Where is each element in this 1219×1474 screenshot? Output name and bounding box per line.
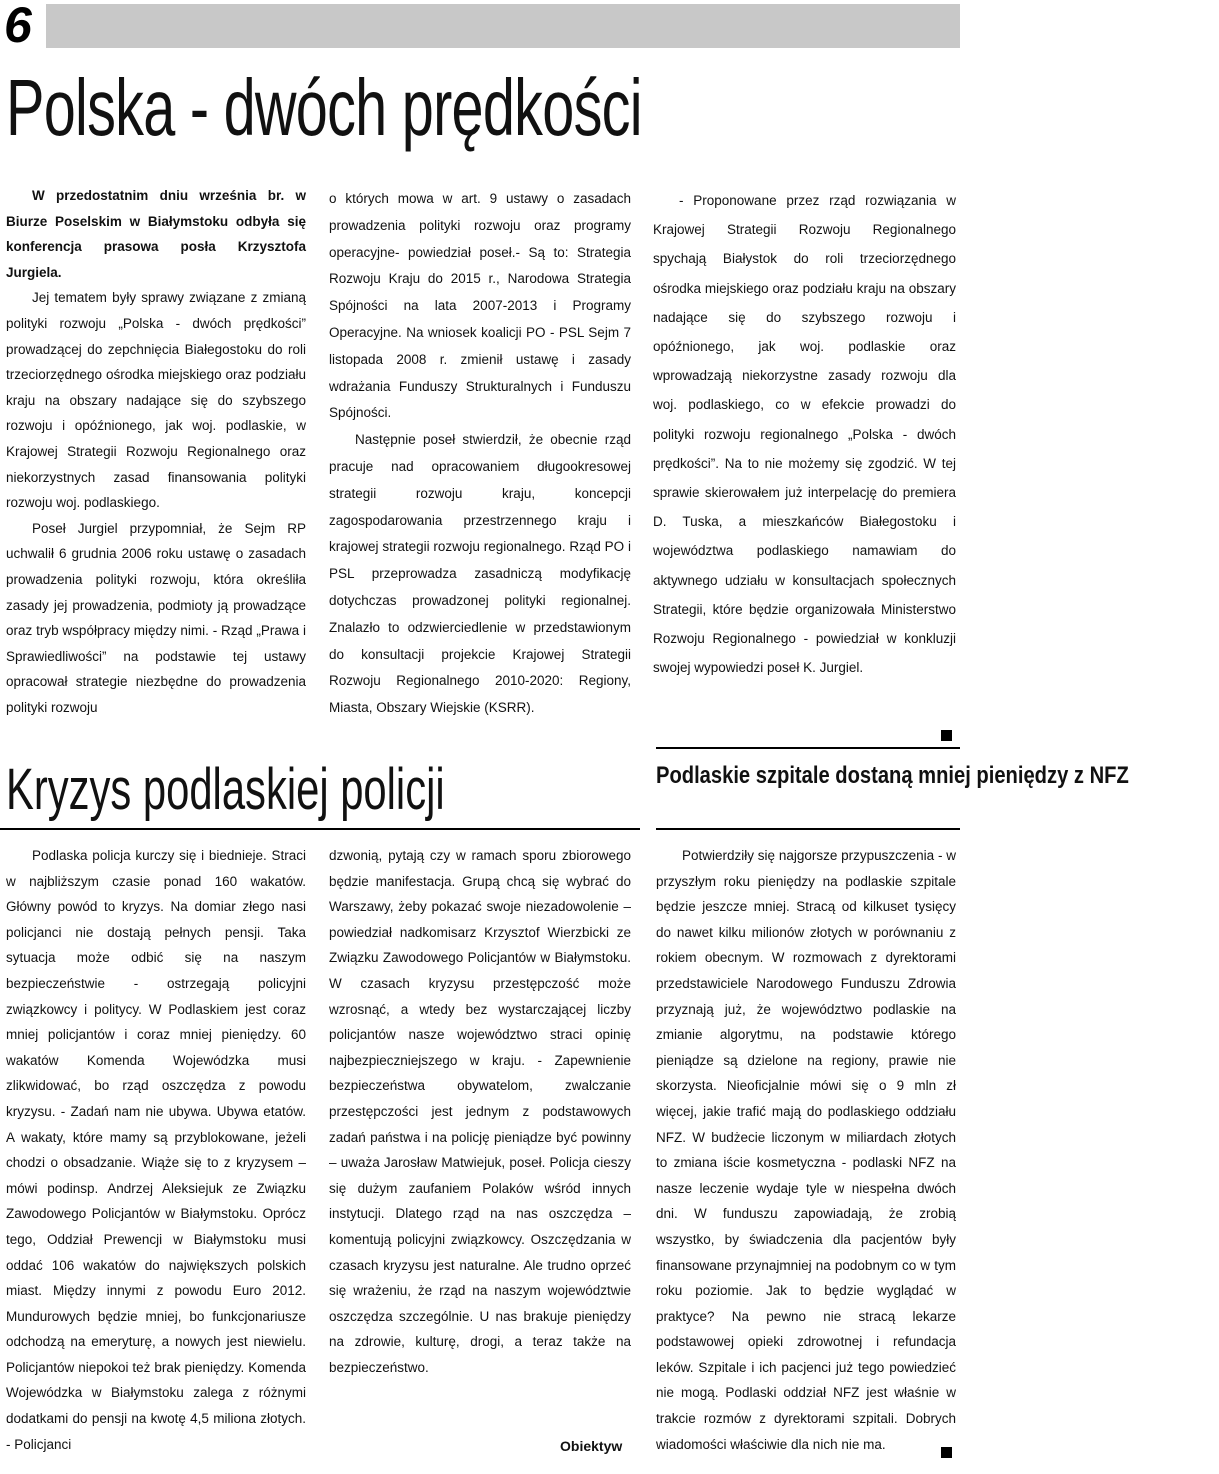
article-1-paragraph: o których mowa w art. 9 ustawy o zasadach prowadzenia polityki rozwoju oraz programy operacyjne- powiedział poseł.- Są to: Strategia Rozwoju Kraju do 2015 r., Narodowa Strategia Spójności na lata 2007-2013 i Programy Operacyjne. Na wniosek koalicji PO - PSL Sejm 7 listopada 2008 r. zmienił ustawę i zasady wdrażania Funduszy Strukturalnych i Funduszu Spójności. xyxy=(329,191,631,421)
article-1-title: Polska - dwóch prędkości xyxy=(6,63,642,152)
article-3-title xyxy=(656,761,1129,791)
article-1-lead: W przedostatnim dniu września br. w Biurze Poselskim w Białymstoku odbyła się konferencja prasowa posła Krzysztofa Jurgiela. xyxy=(6,188,306,280)
divider xyxy=(656,747,960,749)
article-2-column-2 xyxy=(329,843,631,1380)
article-3-title-text: Podlaskie szpitale dostaną mniej pieniędzy z NFZ xyxy=(656,762,1129,789)
article-1-paragraph: Jej tematem były sprawy związane z zmianą polityki rozwoju „Polska - dwóch prędkości” prowadzącej do zepchnięcia Białegostoku do roli trzeciorzędnego ośrodka miejskiego oraz podziału kraju na obszary nadające się do szybszego rozwoju i opóźnionego, jak woj. podlaskie, w Krajowej Strategii Rozwoju Regionalnego oraz niekorzystnych zasad finansowania polityki rozwoju woj. podlaskiego. xyxy=(6,290,306,511)
article-1-column-2 xyxy=(329,186,631,722)
article-2-title: Kryzys podlaskiej policji xyxy=(6,757,445,822)
article-1-paragraph: - Proponowane przez rząd rozwiązania w Krajowej Strategii Rozwoju Regionalnego spychają Białystok do roli trzeciorzędnego ośrodka miejskiego oraz podziału kraju na obszary nadające się do szybszego rozwoju i opóźnionego, jak woj. podlaskie oraz wprowadzają niekorzystne zasady rozwoju dla woj. podlaskiego, co w efekcie prowadzi do polityki rozwoju regionalnego „Polska - dwóch prędkości”. Na to nie możemy się zgodzić. W tej sprawie skierowałem już interpelację do premiera D. Tuska, a mieszkańców Białegostoku i województwa podlaskiego namawiam do aktywnego udziału w konsultacjach społecznych Strategii, które będzie organizowała Ministerstwo Rozwoju Regionalnego - powiedział w konkluzji swojej wypowiedzi poseł K. Jurgiel. xyxy=(653,193,956,676)
article-1-column-1 xyxy=(6,183,306,720)
article-2-signature: Obiektyw xyxy=(560,1438,623,1454)
divider xyxy=(0,828,640,830)
article-1-column-3 xyxy=(653,186,956,682)
article-3-paragraph: Potwierdziły się najgorsze przypuszczenia - w przyszłym roku pieniędzy na podlaskie szpitale będzie jeszcze mniej. Stracą od kilkuset tysięcy do nawet kilku milionów złotych w porównaniu z rokiem obecnym. W rozmowach z dyrektorami przedstawiciele Narodowego Funduszu Zdrowia przyznają już, że województwo podlaskie na zmianie algorytmu, na podstawie którego pieniądze są dzielone na regiony, prawie nie skorzysta. Nieoficjalnie mówi się o 9 mln zł więcej, jakie trafić mają do podlaskiego oddziału NFZ. W budżecie liczonym w miliardach złotych to zmiana iście kosmetyczna - podlaski NFZ na nasze leczenie wydaje tyle w niespełna dwóch dni. W funduszu zapowiadają, że zrobią wszystko, by świadczenia dla pacjentów były finansowane przynajmniej na podobnym co w tym roku poziomie. Jak to będzie wyglądać w praktyce? Na pewno nie stracą lekarze podstawowej opieki zdrowotnej i refundacja leków. Szpitale i ich pacjenci już tego powiedzieć nie mogą. Podlaski oddział NFZ jest właśnie w trakcie rozmów z dyrektorami szpitali. Dobrych wiadomości właściwie dla nich nie ma. xyxy=(656,848,956,1452)
divider xyxy=(656,828,960,830)
article-3-column xyxy=(656,843,956,1457)
article-end-mark xyxy=(941,1447,952,1458)
header-bar xyxy=(46,4,960,48)
article-end-mark xyxy=(941,730,952,741)
page-number: 6 xyxy=(4,0,32,53)
article-2-paragraph: dzwonią, pytają czy w ramach sporu zbiorowego będzie manifestacja. Grupą chcą się wybrać do Warszawy, żeby pokazać swoje niezadowolenie – powiedział nadkomisarz Krzysztof Wierzbicki ze Związku Zawodowego Policjantów w Białymstoku. W czasach kryzysu przestępczość może wzrosnąć, a wtedy bez wystarczającej liczby policjantów nasze województwo straci opinię najbezpieczniejszego w kraju. - Zapewnienie bezpieczeństwa obywatelom, zwalczanie przestępczości jest jednym z podstawowych zadań państwa i na policję pieniądze być powinny – uważa Jarosław Matwiejuk, poseł. Policja cieszy się dużym zaufaniem Polaków wśród innych instytucji. Dlatego rząd na nas oszczędza – komentują policyjni związkowcy. Oszczędzania w czasach kryzysu jest naturalne. Ale trudno oprzeć się wrażeniu, że rząd na naszym województwie oszczędza szczególnie. U nas brakuje pieniędzy na zdrowie, kulturę, drogi, a teraz także na bezpieczeństwo. xyxy=(329,848,631,1375)
article-2-column-1 xyxy=(6,843,306,1457)
article-1-paragraph: Następnie poseł stwierdził, że obecnie rząd pracuje nad opracowaniem długookresowej strategii rozwoju kraju, koncepcji zagospodarowania przestrzennego kraju i krajowej strategii rozwoju regionalnego. Rząd PO i PSL przeprowadza zasadniczą modyfikację dotychczas prowadzonej polityki regionalnej. Znalazło to odzwierciedlenie w przedstawionym do konsultacji projekcie Krajowej Strategii Rozwoju Regionalnego 2010-2020: Regiony, Miasta, Obszary Wiejskie (KSRR). xyxy=(329,432,631,716)
article-2-paragraph: Podlaska policja kurczy się i biednieje. Straci w najbliższym czasie ponad 160 wakatów. Główny powód to kryzys. Na domiar złego nasi policjanci nie dostają pełnych pensji. Taka sytuacja może odbić się na naszym bezpieczeństwie - ostrzegają policyjni związkowcy i politycy. W Podlaskiem jest coraz mniej policjantów i coraz mniej pieniędzy. 60 wakatów Komenda Wojewódzka musi zlikwidować, bo rząd oszczędza z powodu kryzysu. - Zadań nam nie ubywa. Ubywa etatów. A wakaty, które mamy są przyblokowane, jeżeli chodzi o obsadzanie. Wiąże się to z kryzysem – mówi podinsp. Andrzej Aleksiejuk ze Związku Zawodowego Policjantów w Białymstoku. Oprócz tego, Oddział Prewencji w Białymstoku musi oddać 106 wakatów do największych polskich miast. Między innymi z powodu Euro 2012. Mundurowych będzie mniej, bo funkcjonariusze odchodzą na emeryturę, a nowych jest niewielu. Policjantów niepokoi też brak pieniędzy. Komenda Wojewódzka w Białymstoku zalega z różnymi dodatkami do pensji na kwotę 4,5 miliona złotych. - Policjanci xyxy=(6,848,306,1452)
article-1-paragraph: Poseł Jurgiel przypomniał, że Sejm RP uchwalił 6 grudnia 2006 roku ustawę o zasadach prowadzenia polityki rozwoju, która określiła zasady jej prowadzenia, podmioty ją prowadzące oraz tryb współpracy między nimi. - Rząd „Prawa i Sprawiedliwości” na podstawie tej ustawy opracował strategie niezbędne do prowadzenia polityki rozwoju xyxy=(6,520,306,715)
